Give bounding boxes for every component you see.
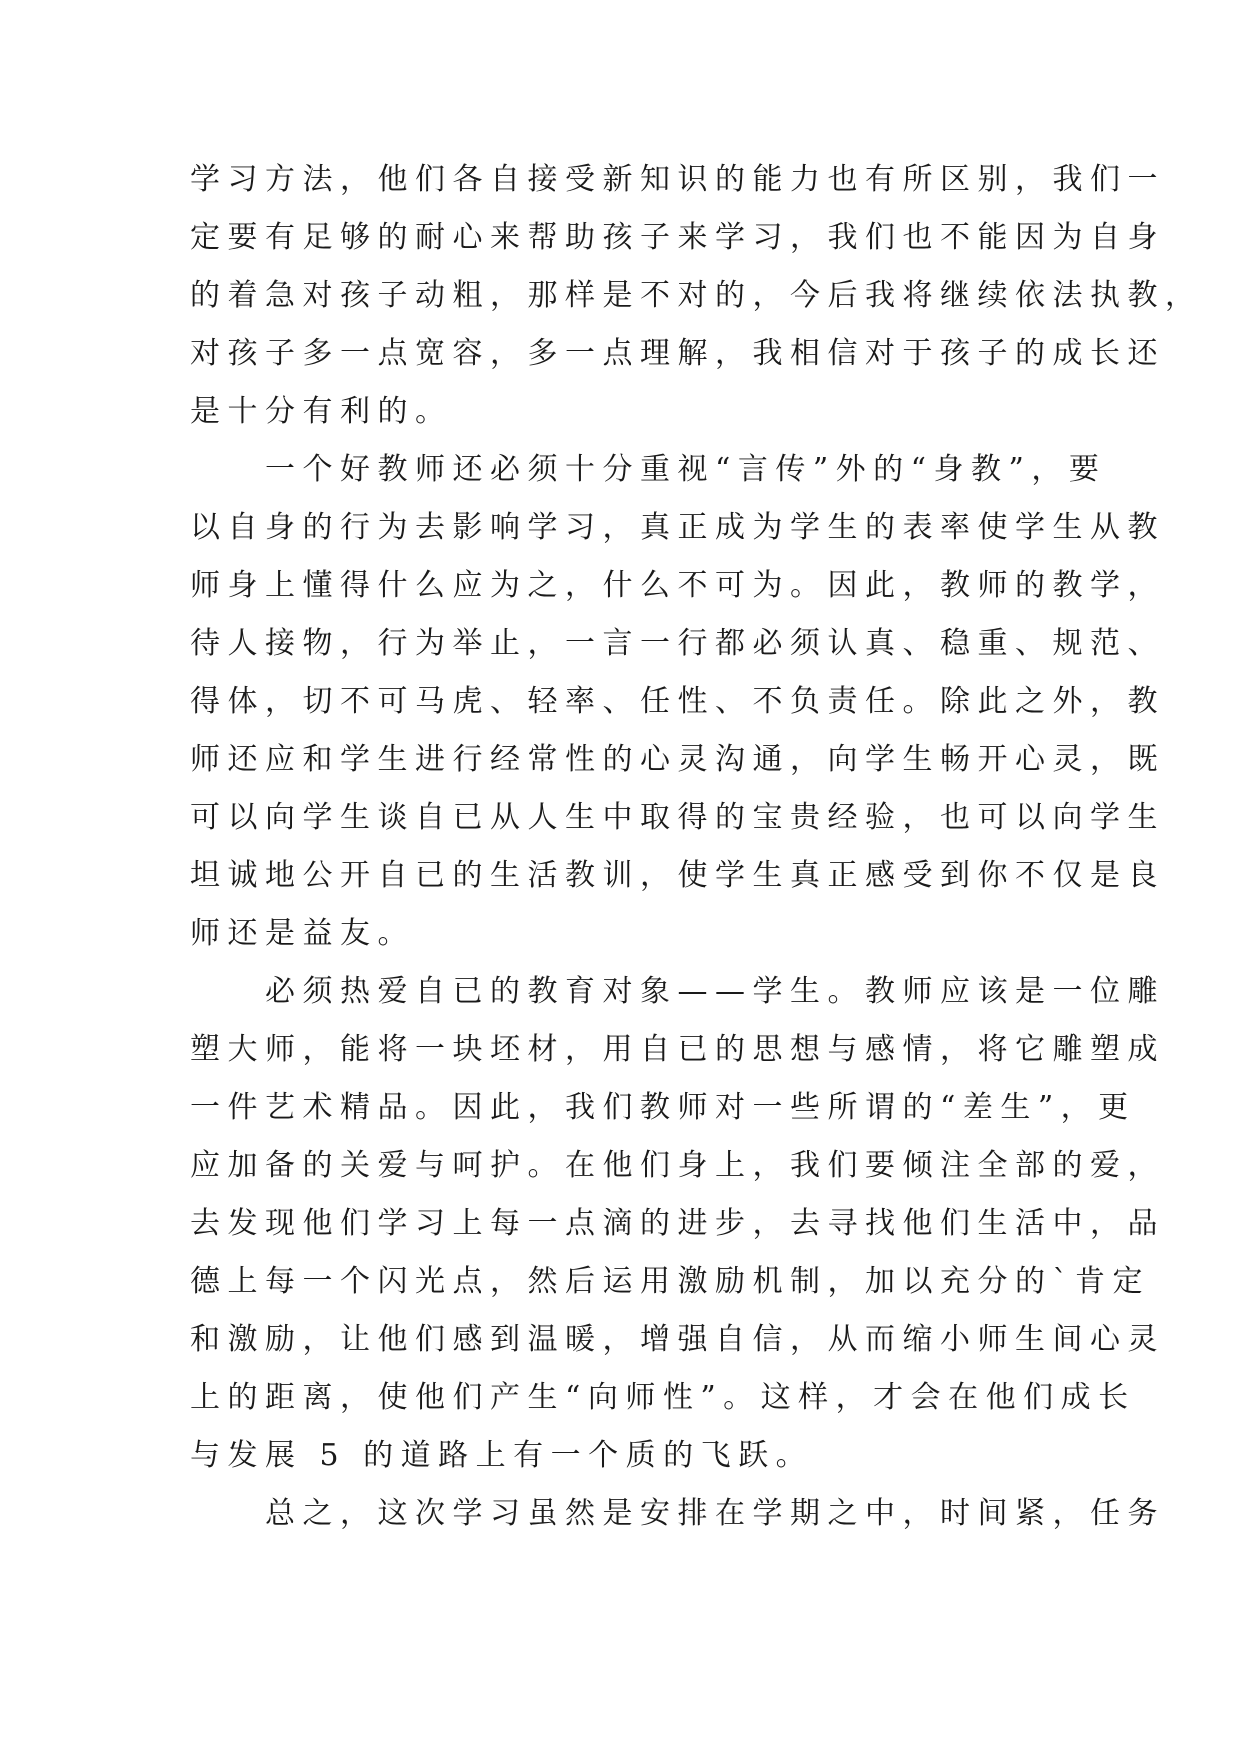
text-line: 对孩子多一点宽容，多一点理解，我相信对于孩子的成长还 [190,336,1165,371]
text-line: 师还是益友。 [190,916,415,951]
text-line: 必须热爱自已的教育对象——学生。教师应该是一位雕 [190,974,1165,1009]
text-line: 一个好教师还必须十分重视“言传”外的“身教”，要 [190,452,1107,487]
text-line: 是十分有利的。 [190,394,453,429]
text-line: 和激励，让他们感到温暖，增强自信，从而缩小师生间心灵 [190,1322,1165,1357]
text-line: 定要有足够的耐心来帮助孩子来学习，我们也不能因为自身 [190,220,1165,255]
text-line: 塑大师，能将一块坯材，用自已的思想与感情，将它雕塑成 [190,1032,1165,1067]
text-line: 上的距离，使他们产生“向师性”。这样，才会在他们成长 [190,1380,1136,1415]
text-line: 师还应和学生进行经常性的心灵沟通，向学生畅开心灵，既 [190,742,1165,777]
text-line: 学习方法，他们各自接受新知识的能力也有所区别，我们一 [190,162,1165,197]
text-line: 与发展 5 的道路上有一个质的飞跃。 [190,1438,814,1473]
text-line: 德上每一个闪光点，然后运用激励机制，加以充分的`肯定 [190,1264,1150,1299]
text-line: 总之，这次学习虽然是安排在学期之中，时间紧，任务 [190,1496,1165,1531]
text-line: 去发现他们学习上每一点滴的进步，去寻找他们生活中，品 [190,1206,1165,1241]
text-line: 得体，切不可马虎、轻率、任性、不负责任。除此之外，教 [190,684,1165,719]
text-line: 师身上懂得什么应为之，什么不可为。因此，教师的教学， [190,568,1165,603]
text-line: 应加备的关爱与呵护。在他们身上，我们要倾注全部的爱， [190,1148,1165,1183]
text-line: 一件艺术精品。因此，我们教师对一些所谓的“差生”，更 [190,1090,1136,1125]
text-line: 的着急对孩子动粗，那样是不对的，今后我将继续依法执教， [190,278,1203,313]
text-line: 坦诚地公开自已的生活教训，使学生真正感受到你不仅是良 [190,858,1165,893]
text-line: 可以向学生谈自已从人生中取得的宝贵经验，也可以向学生 [190,800,1165,835]
text-line: 待人接物，行为举止，一言一行都必须认真、稳重、规范、 [190,626,1165,661]
body-text [190,151,1203,1543]
text-line: 以自身的行为去影响学习，真正成为学生的表率使学生从教 [190,510,1165,545]
